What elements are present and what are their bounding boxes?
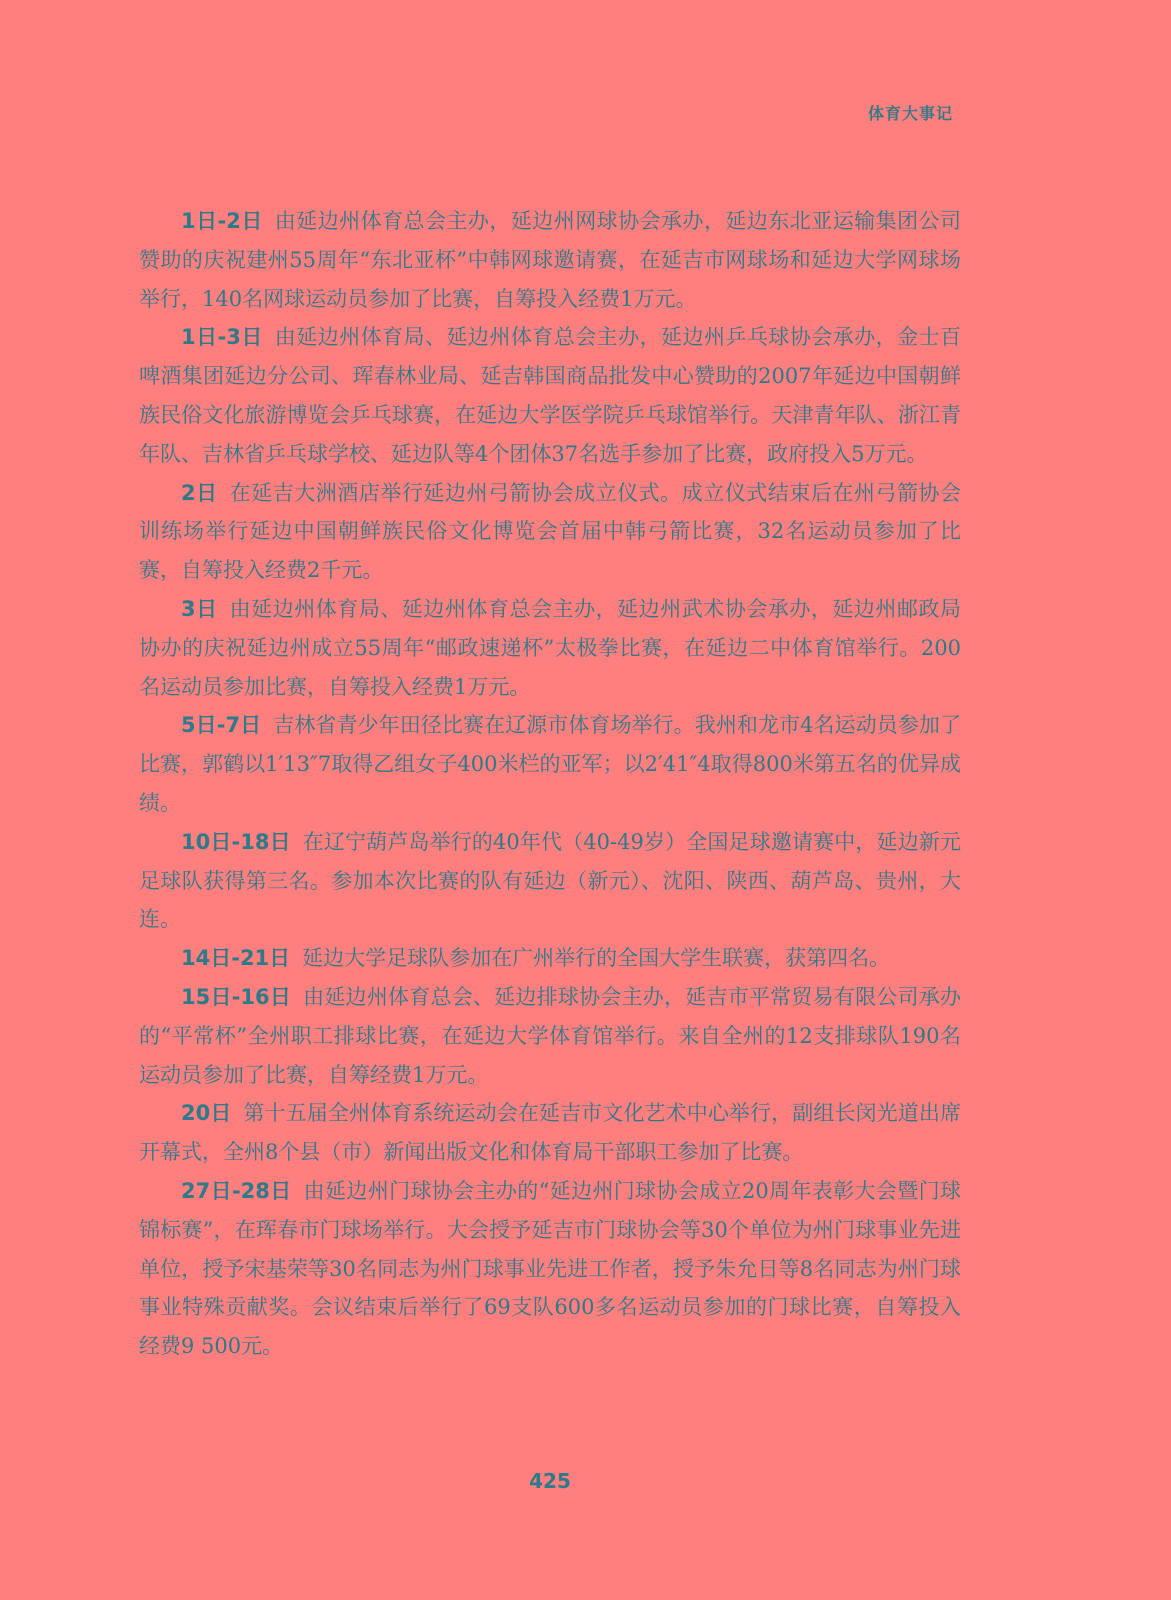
- event-text: 由延边州体育局、延边州体育总会主办，延边州武术协会承办，延边州邮政局协办的庆祝延边州成立55周年“邮政速递杯”太极拳比赛，在延边二中体育馆举行。200名运动员参加比赛，自筹投入经费1万元。: [139, 596, 961, 699]
- event-text: 在辽宁葫芦岛举行的40年代（40-49岁）全国足球邀请赛中，延边新元足球队获得第三名。参加本次比赛的队有延边（新元）、沈阳、陕西、葫芦岛、贵州，大连。: [139, 829, 961, 932]
- event-entry: [139, 823, 961, 939]
- event-text: 延边大学足球队参加在广州举行的全国大学生联赛，获第四名。: [302, 946, 891, 971]
- event-date: 1日-2日: [181, 209, 263, 233]
- event-entry: [139, 590, 961, 706]
- event-text: 第十五届全州体育系统运动会在延吉市文化艺术中心举行，副组长闵光道出席开幕式，全州8个县（市）新闻出版文化和体育局干部职工参加了比赛。: [139, 1101, 962, 1165]
- event-date: 27日-28日: [181, 1178, 292, 1203]
- event-text: 在延吉大洲酒店举行延边州弓箭协会成立仪式。成立仪式结束后在州弓箭协会训练场举行延边中国朝鲜族民俗文化博览会首届中韩弓箭比赛，32名运动员参加了比赛，自筹投入经费2千元。: [139, 480, 961, 583]
- event-date: 2日: [181, 480, 218, 505]
- event-date: 15日-16日: [181, 984, 292, 1009]
- running-header: 体育大事记: [867, 104, 953, 123]
- event-entry: [139, 939, 961, 978]
- event-text: 由延边州体育总会、延边排球协会主办，延吉市平常贸易有限公司承办的“平常杯”全州职工排球比赛，在延边大学体育馆举行。来自全州的12支排球队190名运动员参加了比赛，自筹经费1万元。: [139, 984, 961, 1087]
- event-date: 10日-18日: [181, 829, 291, 854]
- event-text: 吉林省青少年田径比赛在辽源市体育场举行。我州和龙市4名运动员参加了比赛，郭鹤以1′13″7取得乙组女子400米栏的亚军；以2′41″4取得800米第五名的优异成绩。: [139, 713, 961, 815]
- event-date: 14日-21日: [181, 946, 291, 971]
- event-entry: [139, 1172, 961, 1366]
- event-date: 3日: [181, 596, 218, 621]
- event-date: 5日-7日: [181, 713, 262, 738]
- page-number: 425: [529, 1469, 571, 1493]
- event-entry: [139, 202, 961, 318]
- document-body: [139, 202, 961, 1366]
- event-date: 1日-3日: [181, 325, 263, 350]
- event-date: 20日: [181, 1101, 232, 1126]
- event-text: 由延边州体育总会主办，延边州网球协会承办，延边东北亚运输集团公司赞助的庆祝建州55周年“东北亚杯”中韩网球邀请赛，在延吉市网球场和延边大学网球场举行，140名网球运动员参加了比赛，自筹投入经费1万元。: [139, 209, 961, 311]
- event-entry: [139, 474, 961, 590]
- event-entry: [139, 318, 961, 473]
- event-text: 由延边州体育局、延边州体育总会主办，延边州乒乓球协会承办，金士百啤酒集团延边分公司、珲春林业局、延吉韩国商品批发中心赞助的2007年延边中国朝鲜族民俗文化旅游博览会乒乓球赛，在延边大学医学院乒乓球馆举行。天津青年队、浙江青年队、吉林省乒乓球学校、延边队等4个团体37名选手参加了比赛，政府投入5万元。: [139, 325, 961, 466]
- event-entry: [139, 706, 961, 822]
- event-entry: [139, 978, 961, 1094]
- event-entry: [139, 1094, 961, 1172]
- event-text: 由延边州门球协会主办的“延边州门球协会成立20周年表彰大会暨门球锦标赛”，在珲春市门球场举行。大会授予延吉市门球协会等30个单位为州门球事业先进单位，授予宋基荣等30名同志为州门球事业先进工作者，授予朱允日等8名同志为州门球事业特殊贡献奖。会议结束后举行了69支队600多名运动员参加的门球比赛，自筹投入经费9 500元。: [139, 1178, 961, 1359]
